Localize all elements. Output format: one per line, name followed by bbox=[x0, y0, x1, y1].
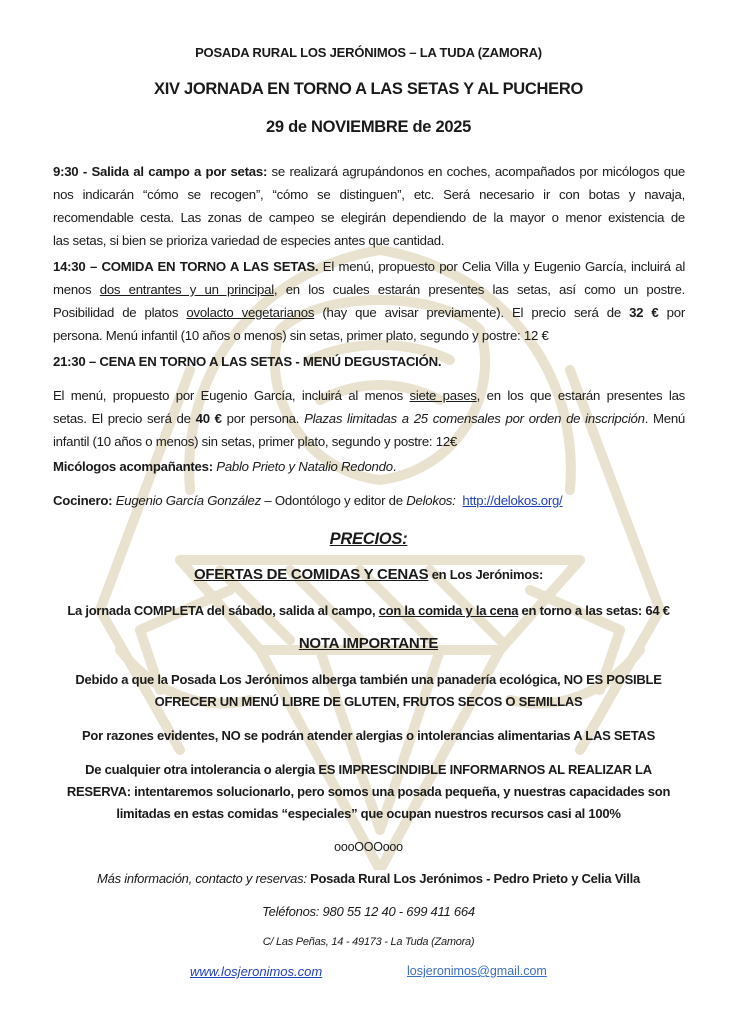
cena-heading: 21:30 – CENA EN TORNO A LAS SETAS - MENÚ DEGUSTACIÓN. bbox=[53, 354, 442, 369]
comida-lead: 14:30 – COMIDA EN TORNO A LAS SETAS. bbox=[53, 259, 319, 274]
nota-p3-line2: RESERVA: intentaremos solucionarlo, pero somos una posada pequeña, y nuestras capacidades son bbox=[66, 784, 671, 799]
contact-name: Posada Rural Los Jerónimos - Pedro Prieto y Celia Villa bbox=[306, 871, 640, 886]
comida-text: Posibilidad de platos bbox=[53, 305, 187, 320]
comida-text: , en los cuales estarán presentes las setas, así como un postre. bbox=[273, 282, 685, 297]
comida-section bbox=[53, 255, 685, 347]
cena-text: El menú, propuesto por Eugenio García, incluirá al menos bbox=[53, 388, 410, 403]
nota-p3-line1: De cualquier otra intolerancia o alergia ES IMPRESCINDIBLE INFORMARNOS AL REALIZAR LA bbox=[85, 762, 652, 777]
jornada-underlined: con la comida y la cena bbox=[378, 603, 519, 618]
salida-section bbox=[53, 160, 685, 252]
jornada-price-text: en torno a las setas: 64 € bbox=[518, 603, 670, 618]
cena-italic: Plazas limitadas a 25 comensales por orden de inscripción bbox=[304, 411, 645, 426]
micologos-line bbox=[53, 455, 685, 478]
cocinero-line bbox=[53, 489, 685, 512]
nota-p3-line3: limitadas en estas comidas “especiales” que ocupan nuestros recursos casi al 100% bbox=[116, 806, 621, 821]
micologos-names: Pablo Prieto y Natalio Redondo bbox=[212, 459, 393, 474]
delokos-link[interactable]: http://delokos.org/ bbox=[462, 493, 563, 508]
cocinero-publication: Delokos: bbox=[406, 493, 456, 508]
cena-underlined: siete pases bbox=[409, 388, 477, 403]
nota-p1-line1: Debido a que la Posada Los Jerónimos alberga también una panadería ecológica, NO ES POSIBLE bbox=[75, 672, 662, 687]
contact-line bbox=[0, 871, 737, 886]
comida-underlined: ovolacto vegetarianos bbox=[186, 305, 315, 320]
cena-section bbox=[53, 384, 685, 453]
cocinero-label: Cocinero: bbox=[53, 493, 113, 508]
comida-price: 32 € bbox=[629, 305, 659, 320]
event-title: XIV JORNADA EN TORNO A LAS SETAS Y AL PUCHERO bbox=[153, 80, 583, 98]
cena-text: . Menú bbox=[644, 411, 685, 426]
comida-text: por bbox=[658, 305, 685, 320]
ofertas-heading: OFERTAS DE COMIDAS Y CENAS bbox=[193, 566, 429, 583]
precios-heading: PRECIOS: bbox=[329, 530, 408, 548]
organization-header: POSADA RURAL LOS JERÓNIMOS – LA TUDA (ZAMORA) bbox=[195, 45, 542, 60]
salida-text: recomendable cesta. Las zonas de campeo se elegirán dependiendo de la mayor o menor existencia de bbox=[53, 210, 685, 225]
comida-text: persona. Menú infantil (10 años o menos) sin setas, primer plato, segundo y postre: 12 € bbox=[53, 328, 549, 343]
cocinero-desc: – Odontólogo y editor de bbox=[260, 493, 407, 508]
ofertas-rest: en Los Jerónimos: bbox=[428, 567, 544, 582]
comida-text: (hay que avisar previamente). El precio será de bbox=[314, 305, 630, 320]
phones: Teléfonos: 980 55 12 40 - 699 411 664 bbox=[262, 904, 475, 919]
nota-heading: NOTA IMPORTANTE bbox=[298, 635, 439, 652]
jornada-completa-line bbox=[0, 603, 737, 618]
salida-text: las setas, si bien se prioriza variedad de especies antes que cantidad. bbox=[53, 233, 445, 248]
cocinero-name: Eugenio García González bbox=[112, 493, 261, 508]
cena-heading-block bbox=[53, 350, 685, 373]
ofertas-line bbox=[0, 566, 737, 583]
cena-text: por persona. bbox=[221, 411, 305, 426]
comida-text: El menú, propuesto por Celia Villa y Eugenio García, incluirá al bbox=[318, 259, 685, 274]
salida-text: se realizará agrupándonos en coches, acompañados por micólogos que bbox=[267, 164, 686, 179]
cena-text: infantil (10 años o menos) sin setas, primer plato, segundo y postre: 12€ bbox=[53, 434, 457, 449]
email-link[interactable]: losjeronimos@gmail.com bbox=[407, 964, 547, 978]
address: C/ Las Peñas, 14 - 49173 - La Tuda (Zamora) bbox=[262, 936, 475, 948]
contact-label: Más información, contacto y reservas: bbox=[97, 871, 307, 886]
cena-text: setas. El precio será de bbox=[53, 411, 196, 426]
micologos-label: Micólogos acompañantes: bbox=[53, 459, 213, 474]
period: . bbox=[392, 459, 397, 474]
cena-text: , en los que estarán presentes las bbox=[476, 388, 686, 403]
nota-p2: Por razones evidentes, NO se podrán atender alergias o intolerancias alimentarias A LAS SETAS bbox=[81, 728, 656, 743]
separator: oooOOOooo bbox=[334, 840, 403, 854]
jornada-text: La jornada COMPLETA del sábado, salida al campo, bbox=[67, 603, 379, 618]
event-date: 29 de NOVIEMBRE de 2025 bbox=[266, 118, 471, 136]
website-link[interactable]: www.losjeronimos.com bbox=[190, 964, 323, 979]
salida-text: nos indicarán “cómo se recogen”, “cómo se distinguen”, etc. Será necesario ir con botas y navaja, bbox=[53, 187, 685, 202]
comida-text: menos bbox=[53, 282, 100, 297]
nota-p1-line2: OFRECER UN MENÚ LIBRE DE GLUTEN, FRUTOS SECOS O SEMILLAS bbox=[154, 694, 583, 709]
salida-lead: 9:30 - Salida al campo a por setas: bbox=[53, 164, 268, 179]
comida-underlined: dos entrantes y un principal bbox=[99, 282, 274, 297]
cena-price: 40 € bbox=[195, 411, 222, 426]
